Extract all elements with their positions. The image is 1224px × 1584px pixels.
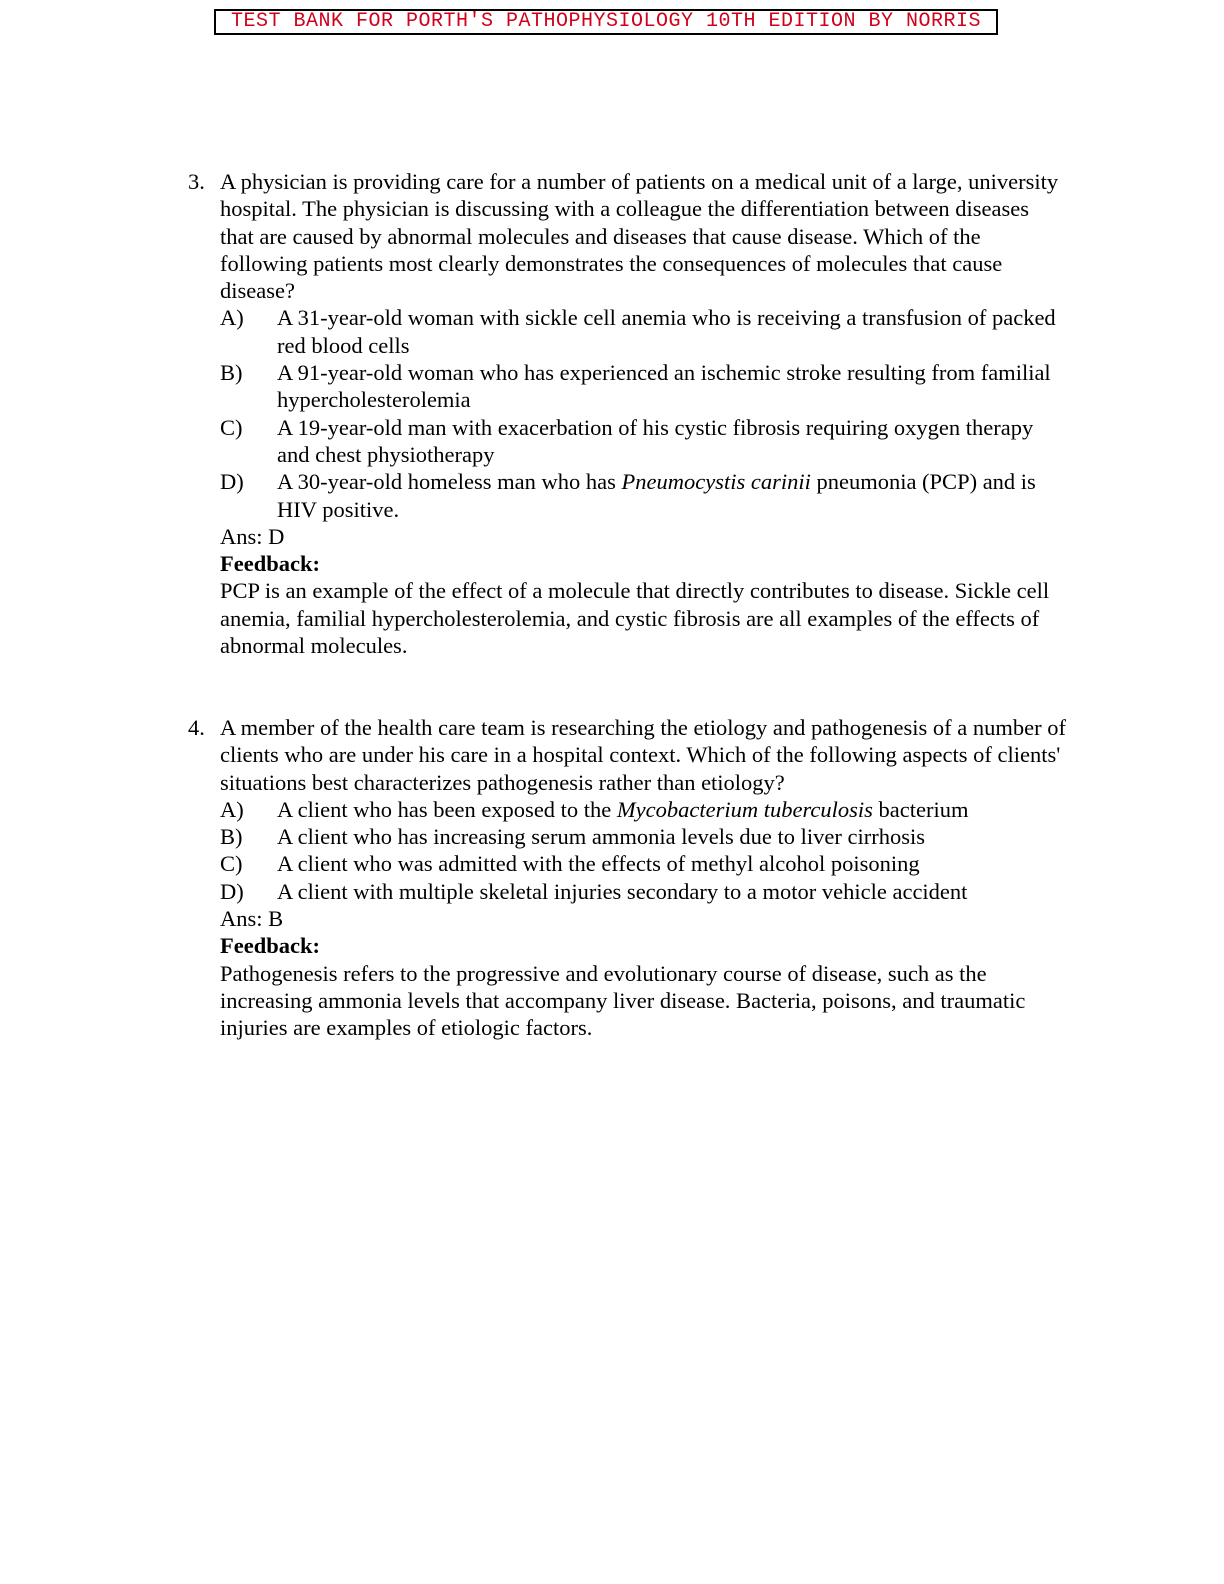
choice-text: A client with multiple skeletal injuries secondary to a motor vehicle accident bbox=[277, 878, 968, 904]
choice-text-end: bacterium bbox=[872, 796, 969, 822]
organism-name: Pneumocystis carinii bbox=[621, 469, 811, 495]
choice-letter: D) bbox=[220, 469, 244, 495]
choice-text-end: pneumonia (PCP) and is HIV positive. bbox=[277, 469, 1036, 522]
choice-d bbox=[188, 878, 1068, 905]
choice-b bbox=[188, 823, 1068, 850]
choice-text-start: A client who has been exposed to the bbox=[277, 796, 617, 822]
choice-c bbox=[188, 414, 1068, 469]
choice-text: A 19-year-old man with exacerbation of his cystic fibrosis requiring oxygen therapy and chest physiotherapy bbox=[277, 414, 1034, 467]
answer: Ans: B bbox=[220, 906, 284, 932]
question-4 bbox=[188, 714, 1068, 1042]
feedback-label: Feedback: bbox=[220, 551, 320, 577]
question-3 bbox=[188, 168, 1068, 659]
choice-letter: C) bbox=[220, 414, 243, 440]
question-number: 4. bbox=[188, 715, 205, 740]
choice-a bbox=[188, 796, 1068, 823]
answer: Ans: D bbox=[220, 523, 285, 549]
header-banner: TEST BANK FOR PORTH'S PATHOPHYSIOLOGY 10TH EDITION BY NORRIS bbox=[214, 9, 998, 35]
choice-text: A client who has increasing serum ammonia levels due to liver cirrhosis bbox=[277, 824, 925, 850]
choice-letter: B) bbox=[220, 360, 243, 386]
choice-text: A 91-year-old woman who has experienced an ischemic stroke resulting from familial hypercholesterolemia bbox=[277, 360, 1051, 413]
question-stem: A member of the health care team is researching the etiology and pathogenesis of a number of clients who are under his care in a hospital context. Which of the following aspects of clients' situations best characterizes pathogenesis rather than etiology? bbox=[220, 715, 1066, 795]
choice-letter: A) bbox=[220, 305, 244, 331]
organism-name: Mycobacterium tuberculosis bbox=[616, 796, 873, 822]
choice-b bbox=[188, 359, 1068, 414]
choice-text-start: A 30-year-old homeless man who has bbox=[277, 469, 622, 495]
choice-letter: A) bbox=[220, 796, 244, 822]
choice-letter: B) bbox=[220, 824, 243, 850]
choice-text: A 31-year-old woman with sickle cell anemia who is receiving a transfusion of packed red blood cells bbox=[277, 305, 1056, 358]
question-stem-row bbox=[188, 714, 1068, 796]
feedback-text: Pathogenesis refers to the progressive and evolutionary course of disease, such as the increasing ammonia levels that accompany liver disease. Bacteria, poisons, and traumatic injuries are examples of etiologic factors. bbox=[220, 960, 1026, 1041]
question-number: 3. bbox=[188, 169, 205, 194]
choice-letter: D) bbox=[220, 878, 244, 904]
choice-letter: C) bbox=[220, 851, 243, 877]
feedback-label: Feedback: bbox=[220, 933, 320, 959]
choice-text: A client who was admitted with the effects of methyl alcohol poisoning bbox=[277, 851, 920, 877]
choice-a bbox=[188, 304, 1068, 359]
question-stem: A physician is providing care for a number of patients on a medical unit of a large, university hospital. The physician is discussing with a colleague the differentiation between diseases that are caused by abnormal molecules and diseases that cause disease. Which of the following patients most clearly demonstrates the consequences of molecules that cause disease? bbox=[220, 169, 1059, 304]
feedback-text: PCP is an example of the effect of a molecule that directly contributes to disease. Sickle cell anemia, familial hypercholesterolemia, and cystic fibrosis are all examples of the effects of abnormal molecules. bbox=[220, 578, 1050, 659]
choice-c bbox=[188, 850, 1068, 877]
choice-d bbox=[188, 468, 1068, 523]
question-stem-row bbox=[188, 168, 1068, 304]
